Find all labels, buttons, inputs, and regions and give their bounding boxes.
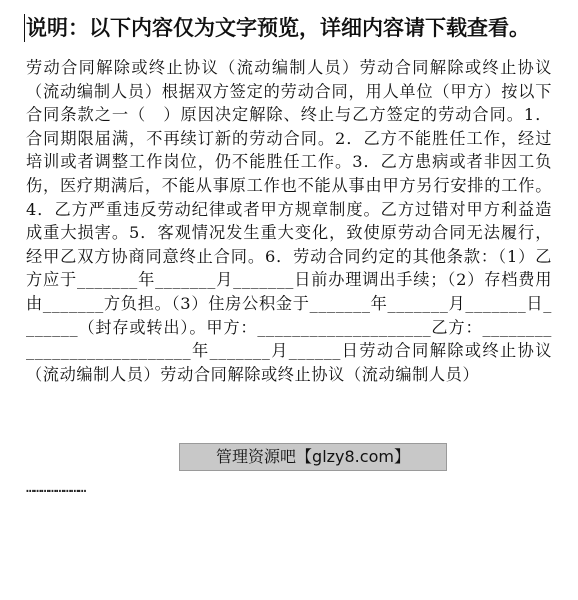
watermark-banner: 管理资源吧【glzy8.com】 xyxy=(179,443,447,471)
preview-notice: 说明：以下内容仅为文字预览，详细内容请下载查看。 xyxy=(26,16,530,40)
truncation-ellipsis: …………………… xyxy=(26,480,86,496)
document-body-text: 劳动合同解除或终止协议（流动编制人员）劳动合同解除或终止协议（流动编制人员）根据双方签定的劳动合同，用人单位（甲方）按以下合同条款之一（ ）原因决定解除、终止与乙方签定的劳动合同。1．合同期限届满，不再续订新的劳动合同。2．乙方不能胜任工作，经过培训或者调整工作岗位，仍不能胜任工作。3．乙方患病或者非因工负伤，医疗期满后，不能从事原工作也不能从事由甲方另行安排的工作。4．乙方严重违反劳动纪律或者甲方规章制度。乙方过错对甲方利益造成重大损害。5．客观情况发生重大变化，致使原劳动合同无法履行，经甲乙双方协商同意终止合同。6．劳动合同约定的其他条款：（1）乙方应于_______年_______月_______日前办理调出手续；（2）存档费用由_______方负担。（3）住房公积金于_______年_______月_______日_______（封存或转出）。甲方：____________________乙方：___________________________年_______月______日劳动合同解除或终止协议（流动编制人员）劳动合同解除或终止协议（流动编制人员） xyxy=(26,58,552,384)
text-cursor xyxy=(24,14,25,42)
